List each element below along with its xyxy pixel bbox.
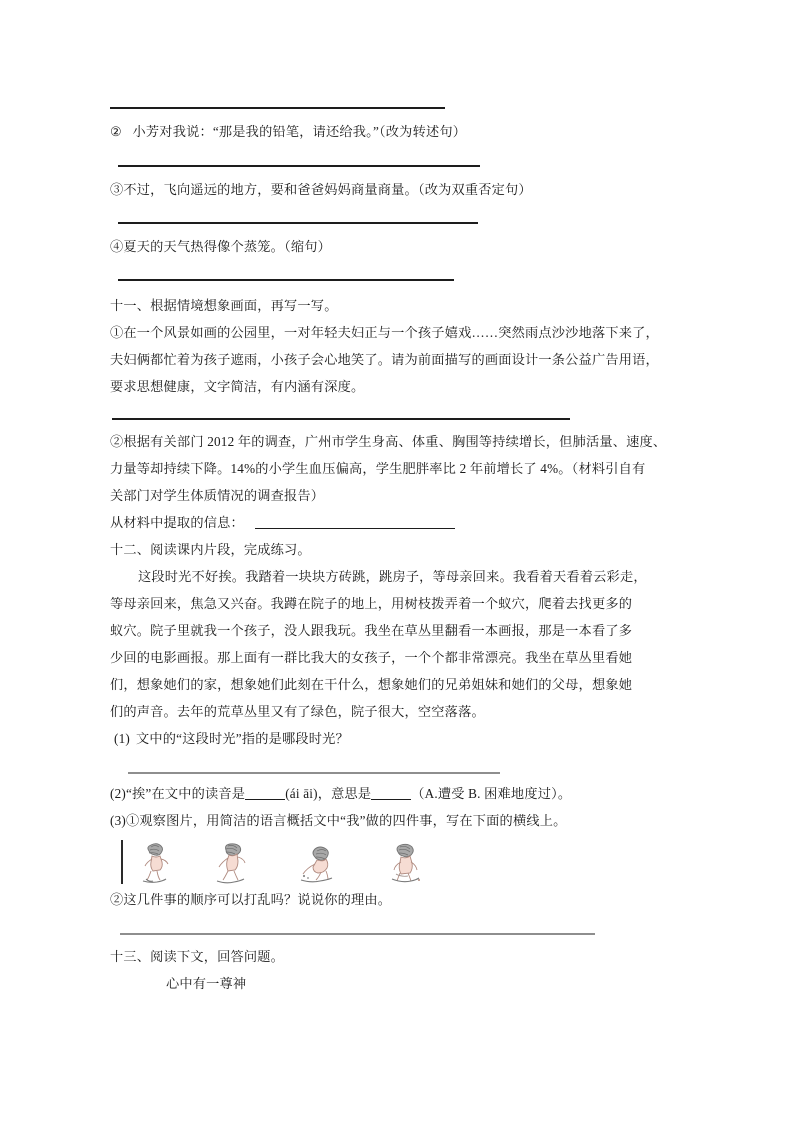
section-eleven-heading: 十一、根据情境想象画面，再写一写。: [110, 298, 338, 313]
question-2-number: (2): [110, 786, 126, 801]
section-twelve-question-3-sub2: [110, 886, 688, 913]
question-2-text-a: “挨”在文中的读音是: [125, 786, 246, 801]
question-3-sub1-marker: ①: [125, 813, 140, 828]
section-eleven-q2-answer-row: [110, 509, 688, 536]
passage-line-4: 少回的电影画报。那上面有一群比我大的女孩子，一个个都非常漂亮。我坐在草丛里看她: [110, 650, 633, 665]
section-twelve-heading: 十二、阅读课内片段，完成练习。: [110, 542, 311, 557]
rewrite-item-4: [110, 233, 688, 260]
section-eleven-q1-line-1: [110, 319, 688, 346]
question-1-number: (1): [114, 731, 130, 746]
child-looking-at-sky-icon: [212, 842, 256, 884]
section-thirteen-heading: 十三、阅读下文，回答问题。: [110, 949, 285, 964]
question-3-sub2-marker: ②: [110, 892, 124, 907]
passage-line-2: 等母亲回来，焦急又兴奋。我蹲在院子的地上，用树枝拨弄着一个蚁穴，爬着去找更多的: [110, 596, 633, 611]
answer-blank-pronunciation[interactable]: [245, 799, 285, 800]
section-twelve-question-3: [110, 807, 688, 834]
rewrite-item-3: [110, 176, 688, 203]
page-content: [110, 0, 688, 997]
illustration-left-bar: [121, 840, 123, 884]
rewrite-item-2-marker: ②: [110, 124, 123, 139]
child-reading-pictorial-icon: [384, 842, 428, 884]
question-3-sub1-text: 观察图片，用简洁的语言概括文中“我”做的四件事，写在下面的横线上。: [139, 813, 567, 828]
section-eleven-q1-line-3: 要求思想健康，文字简洁，有内涵有深度。: [110, 379, 365, 394]
question-2-text-c: （A.遭受 B. 困难地度过）。: [411, 786, 572, 801]
section-twelve-question-1: [110, 725, 688, 752]
passage-line-5: 们，想象她们的家，想象她们此刻在干什么，想象她们的兄弟姐妹和她们的父母，想象她: [110, 677, 633, 692]
child-crouching-ant-nest-icon: [297, 842, 341, 884]
section-eleven-q2-line-3: 关部门对学生体质情况的调查报告）: [110, 488, 325, 503]
passage-line-1: 这段时光不好挨。我踏着一块块方砖跳，跳房子，等母亲回来。我看着天看着云彩走，: [138, 569, 647, 584]
section-eleven-q2-marker: ②: [110, 434, 124, 449]
section-twelve-question-2: [110, 780, 688, 807]
section-eleven-q1-line-2: 夫妇俩都忙着为孩子遮雨，小孩子会心地笑了。请为前面描写的画面设计一条公益广告用语，: [110, 352, 659, 367]
child-jumping-hopscotch-icon: [136, 842, 180, 884]
section-thirteen-title: 心中有一尊神: [166, 976, 247, 991]
passage-line-3: 蚁穴。院子里就我一个孩子，没人跟我玩。我坐在草丛里翻看一本画报，那是一本看了多: [110, 623, 633, 638]
rewrite-item-4-text: 夏天的天气热得像个蒸笼。（缩句）: [123, 239, 331, 254]
rewrite-item-3-text: 不过，飞向遥远的地方，要和爸爸妈妈商量商量。（改为双重否定句）: [123, 182, 532, 197]
section-eleven-q2-line-1: [110, 428, 688, 455]
question-3-sub2-text: 这几件事的顺序可以打乱吗？说说你的理由。: [123, 892, 392, 907]
rewrite-item-4-marker: ④: [110, 239, 124, 254]
answer-blank-material-info[interactable]: [255, 528, 455, 529]
answer-blank-meaning[interactable]: [371, 799, 411, 800]
q1-text-line-1: 在一个风景如画的公园里，一对年轻夫妇正与一个孩子嬉戏……突然雨点沙沙地落下来了，: [123, 325, 659, 340]
illustration-row: [110, 838, 688, 886]
answer-prompt-label: 从材料中提取的信息：: [110, 515, 244, 530]
question-1-text: 文中的“这段时光”指的是哪段时光？: [135, 731, 349, 746]
rewrite-item-2-text: 小芳对我说：“那是我的铅笔，请还给我。”（改为转述句）: [132, 124, 467, 139]
rewrite-item-3-marker: ③: [110, 182, 124, 197]
section-eleven-q2-line-2: 力量等却持续下降。14%的小学生血压偏高，学生肥胖率比 2 年前增长了 4%。（材料引自有: [110, 461, 646, 476]
section-eleven-q1-marker: ①: [110, 325, 124, 340]
question-2-text-b: (ái āi)，意思是: [285, 786, 372, 801]
rewrite-item-2: [110, 118, 688, 145]
q2-text-line-1: 根据有关部门 2012 年的调查，广州市学生身高、体重、胸围等持续增长，但肺活量、速度、: [123, 434, 667, 449]
passage-line-6: 们的声音。去年的荒草丛里又有了绿色，院子很大，空空落落。: [110, 704, 485, 719]
question-3-number: (3): [110, 813, 126, 828]
